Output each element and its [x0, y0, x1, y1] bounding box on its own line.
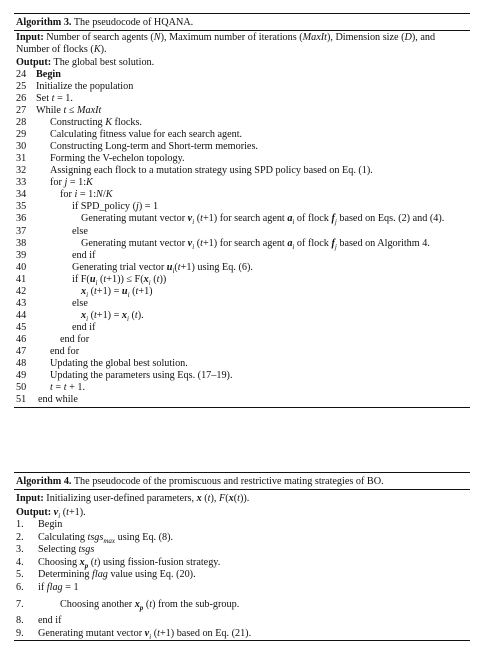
line-number: 32: [16, 165, 27, 177]
code-line: [14, 153, 470, 165]
line-number: 51: [16, 394, 27, 406]
line-number: 45: [16, 321, 27, 333]
code-line: [14, 274, 470, 286]
code-line: [14, 201, 470, 213]
line-number: 1.: [16, 519, 24, 530]
line-number: 6.: [16, 581, 24, 593]
line-number: 3.: [16, 544, 24, 556]
output-label: Output:: [16, 507, 52, 518]
line-number: 9.: [16, 627, 24, 639]
line-number: 29: [16, 129, 27, 141]
line-number: 50: [16, 382, 27, 394]
line-number: 39: [16, 249, 27, 261]
output-text: $v_i$ (t+1).: [53, 507, 86, 521]
code-text: Generating mutant vector $v_i$ (t+1) for search agent $a_i$ of flock $f_j$ based on Algorithm 4.: [81, 237, 430, 251]
line-number: 33: [16, 177, 27, 189]
code-line: [14, 322, 470, 334]
code-line: [14, 238, 470, 250]
code-line: [14, 81, 470, 93]
code-text: else: [72, 297, 88, 309]
code-text: Begin: [38, 519, 63, 530]
code-text: for j = 1:K: [50, 177, 93, 189]
code-line: [14, 394, 470, 406]
code-line: [14, 544, 470, 557]
code-text: end if: [72, 249, 96, 261]
code-line: [14, 141, 470, 153]
algorithm-4-block: [14, 472, 470, 641]
code-line: [14, 298, 470, 310]
algorithm-4-title: [14, 473, 470, 489]
bottom-rule: [14, 407, 470, 408]
line-number: 5.: [16, 569, 24, 581]
code-line: [14, 595, 470, 614]
code-text: end if: [72, 321, 96, 333]
line-number: 26: [16, 92, 27, 104]
code-line: [14, 262, 470, 274]
code-line: [14, 614, 470, 628]
line-number: 36: [16, 213, 27, 225]
code-text: $x_i$ $(t+1) = x_i$ (t).: [81, 309, 144, 323]
code-line: [14, 250, 470, 262]
code-line: [14, 69, 470, 81]
code-line: [14, 189, 470, 201]
code-line: [14, 532, 470, 545]
code-text: if flag = 1: [38, 581, 79, 593]
line-number: 4.: [16, 556, 24, 568]
code-line: [14, 370, 470, 382]
code-line: [14, 334, 470, 346]
code-line: [14, 569, 470, 582]
code-text: Calculating fitness value for each search agent.: [50, 129, 243, 141]
code-text: Choosing another $x_p$ (t) from the sub-group.: [60, 598, 240, 612]
code-text: Constructing K flocks.: [50, 117, 142, 129]
input-label: Input:: [16, 493, 44, 504]
line-number: 44: [16, 309, 27, 321]
line-number: 46: [16, 333, 27, 345]
algorithm-4-output: [14, 506, 470, 519]
code-line: [14, 557, 470, 570]
line-number: 28: [16, 117, 27, 129]
code-text: for i = 1:N/K: [60, 189, 113, 201]
line-number: 24: [16, 68, 27, 80]
code-text: if SPD_policy (j) = 1: [72, 201, 159, 213]
code-text: Determining flag value using Eq. (20).: [38, 569, 196, 581]
output-label: Output:: [16, 56, 52, 68]
input-text: Number of search agents (N), Maximum number of iterations (MaxIt), Dimension size (D), and Number of flocks (K).: [16, 32, 436, 56]
code-line: [14, 177, 470, 189]
line-number: 27: [16, 105, 27, 117]
line-number: 8.: [16, 614, 24, 626]
code-text: else: [72, 225, 88, 237]
code-text: Generating mutant vector $v_i$ (t+1) for search agent $a_i$ of flock $f_j$ based on Eqs. (2) and (4).: [81, 213, 445, 227]
code-line: [14, 358, 470, 370]
algorithm-3-input: [14, 31, 470, 57]
output-text: The global best solution.: [51, 56, 155, 68]
line-number: 41: [16, 273, 27, 285]
line-number: 48: [16, 358, 27, 370]
code-text: Updating the parameters using Eqs. (17–19).: [50, 370, 233, 382]
code-line: [14, 628, 470, 641]
algorithm-3-title-text: The pseudocode of HQANA.: [71, 17, 194, 28]
code-text: Constructing Long-term and Short-term memories.: [50, 141, 258, 153]
code-line: [14, 165, 470, 177]
line-number: 49: [16, 370, 27, 382]
code-text: Updating the global best solution.: [50, 358, 188, 370]
code-line: [14, 105, 470, 117]
code-line: [14, 226, 470, 238]
code-text: Selecting tsgs: [38, 544, 95, 556]
line-number: 30: [16, 141, 27, 153]
code-text: Set t = 1.: [36, 92, 73, 104]
code-text: end for: [60, 333, 90, 345]
code-line: [14, 286, 470, 298]
bottom-rule: [14, 640, 470, 641]
code-text: Begin: [36, 68, 61, 80]
algorithm-4-lines: [14, 519, 470, 640]
code-line: [14, 213, 470, 225]
code-line: [14, 582, 470, 595]
line-number: 7.: [16, 598, 24, 610]
code-text: end while: [38, 394, 78, 406]
code-line: [14, 117, 470, 129]
algorithm-3-output: [14, 57, 470, 69]
algorithm-4-title-label: Algorithm 4.: [16, 476, 72, 487]
line-number: 37: [16, 225, 27, 237]
code-text: Assigning each flock to a mutation strategy using SPD policy based on Eq. (1).: [50, 165, 373, 177]
algorithm-3-block: [14, 13, 470, 408]
code-line: [14, 93, 470, 105]
algorithm-4-title-text: The pseudocode of the promiscuous and restrictive mating strategies of BO.: [71, 476, 384, 487]
line-number: 2.: [16, 531, 24, 543]
code-text: While t ≤ MaxIt: [36, 105, 102, 117]
algorithm-3-title-label: Algorithm 3.: [16, 17, 72, 28]
algorithm-3-lines: [14, 69, 470, 406]
code-line: [14, 519, 470, 532]
code-text: end if: [38, 614, 62, 626]
code-text: Choosing $x_p$ (t) using fission-fusion strategy.: [38, 556, 221, 570]
line-number: 43: [16, 297, 27, 309]
code-line: [14, 310, 470, 322]
line-number: 47: [16, 345, 27, 357]
line-number: 31: [16, 153, 27, 165]
code-line: [14, 129, 470, 141]
code-text: if $F(u_i$ $(t+1)) \le F(x_i$ (t)): [72, 273, 167, 287]
code-text: Forming the V-echelon topology.: [50, 153, 185, 165]
input-text: Initializing user-defined parameters, x (t), F(x(t)).: [43, 493, 250, 504]
code-text: Generating trial vector $u_i(t+1)$ using Eq. (6).: [72, 261, 253, 275]
line-number: 42: [16, 285, 27, 297]
code-line: [14, 346, 470, 358]
algorithm-3-title: [14, 14, 470, 30]
line-number: 40: [16, 261, 27, 273]
code-text: Calculating tsgs$_{max}$ using Eq. (8).: [38, 531, 174, 545]
code-text: end for: [50, 345, 80, 357]
line-number: 38: [16, 237, 27, 249]
code-text: t = t + 1.: [50, 382, 86, 394]
code-text: Initialize the population: [36, 80, 134, 92]
algorithm-4-input: [14, 490, 470, 506]
line-number: 25: [16, 80, 27, 92]
code-line: [14, 382, 470, 394]
code-text: $x_i$ $(t+1) = u_i$ (t+1): [81, 285, 153, 299]
code-text: Generating mutant vector $v_i$ (t+1) based on Eq. (21).: [38, 627, 252, 641]
input-label: Input:: [16, 32, 44, 43]
line-number: 35: [16, 201, 27, 213]
line-number: 34: [16, 189, 27, 201]
